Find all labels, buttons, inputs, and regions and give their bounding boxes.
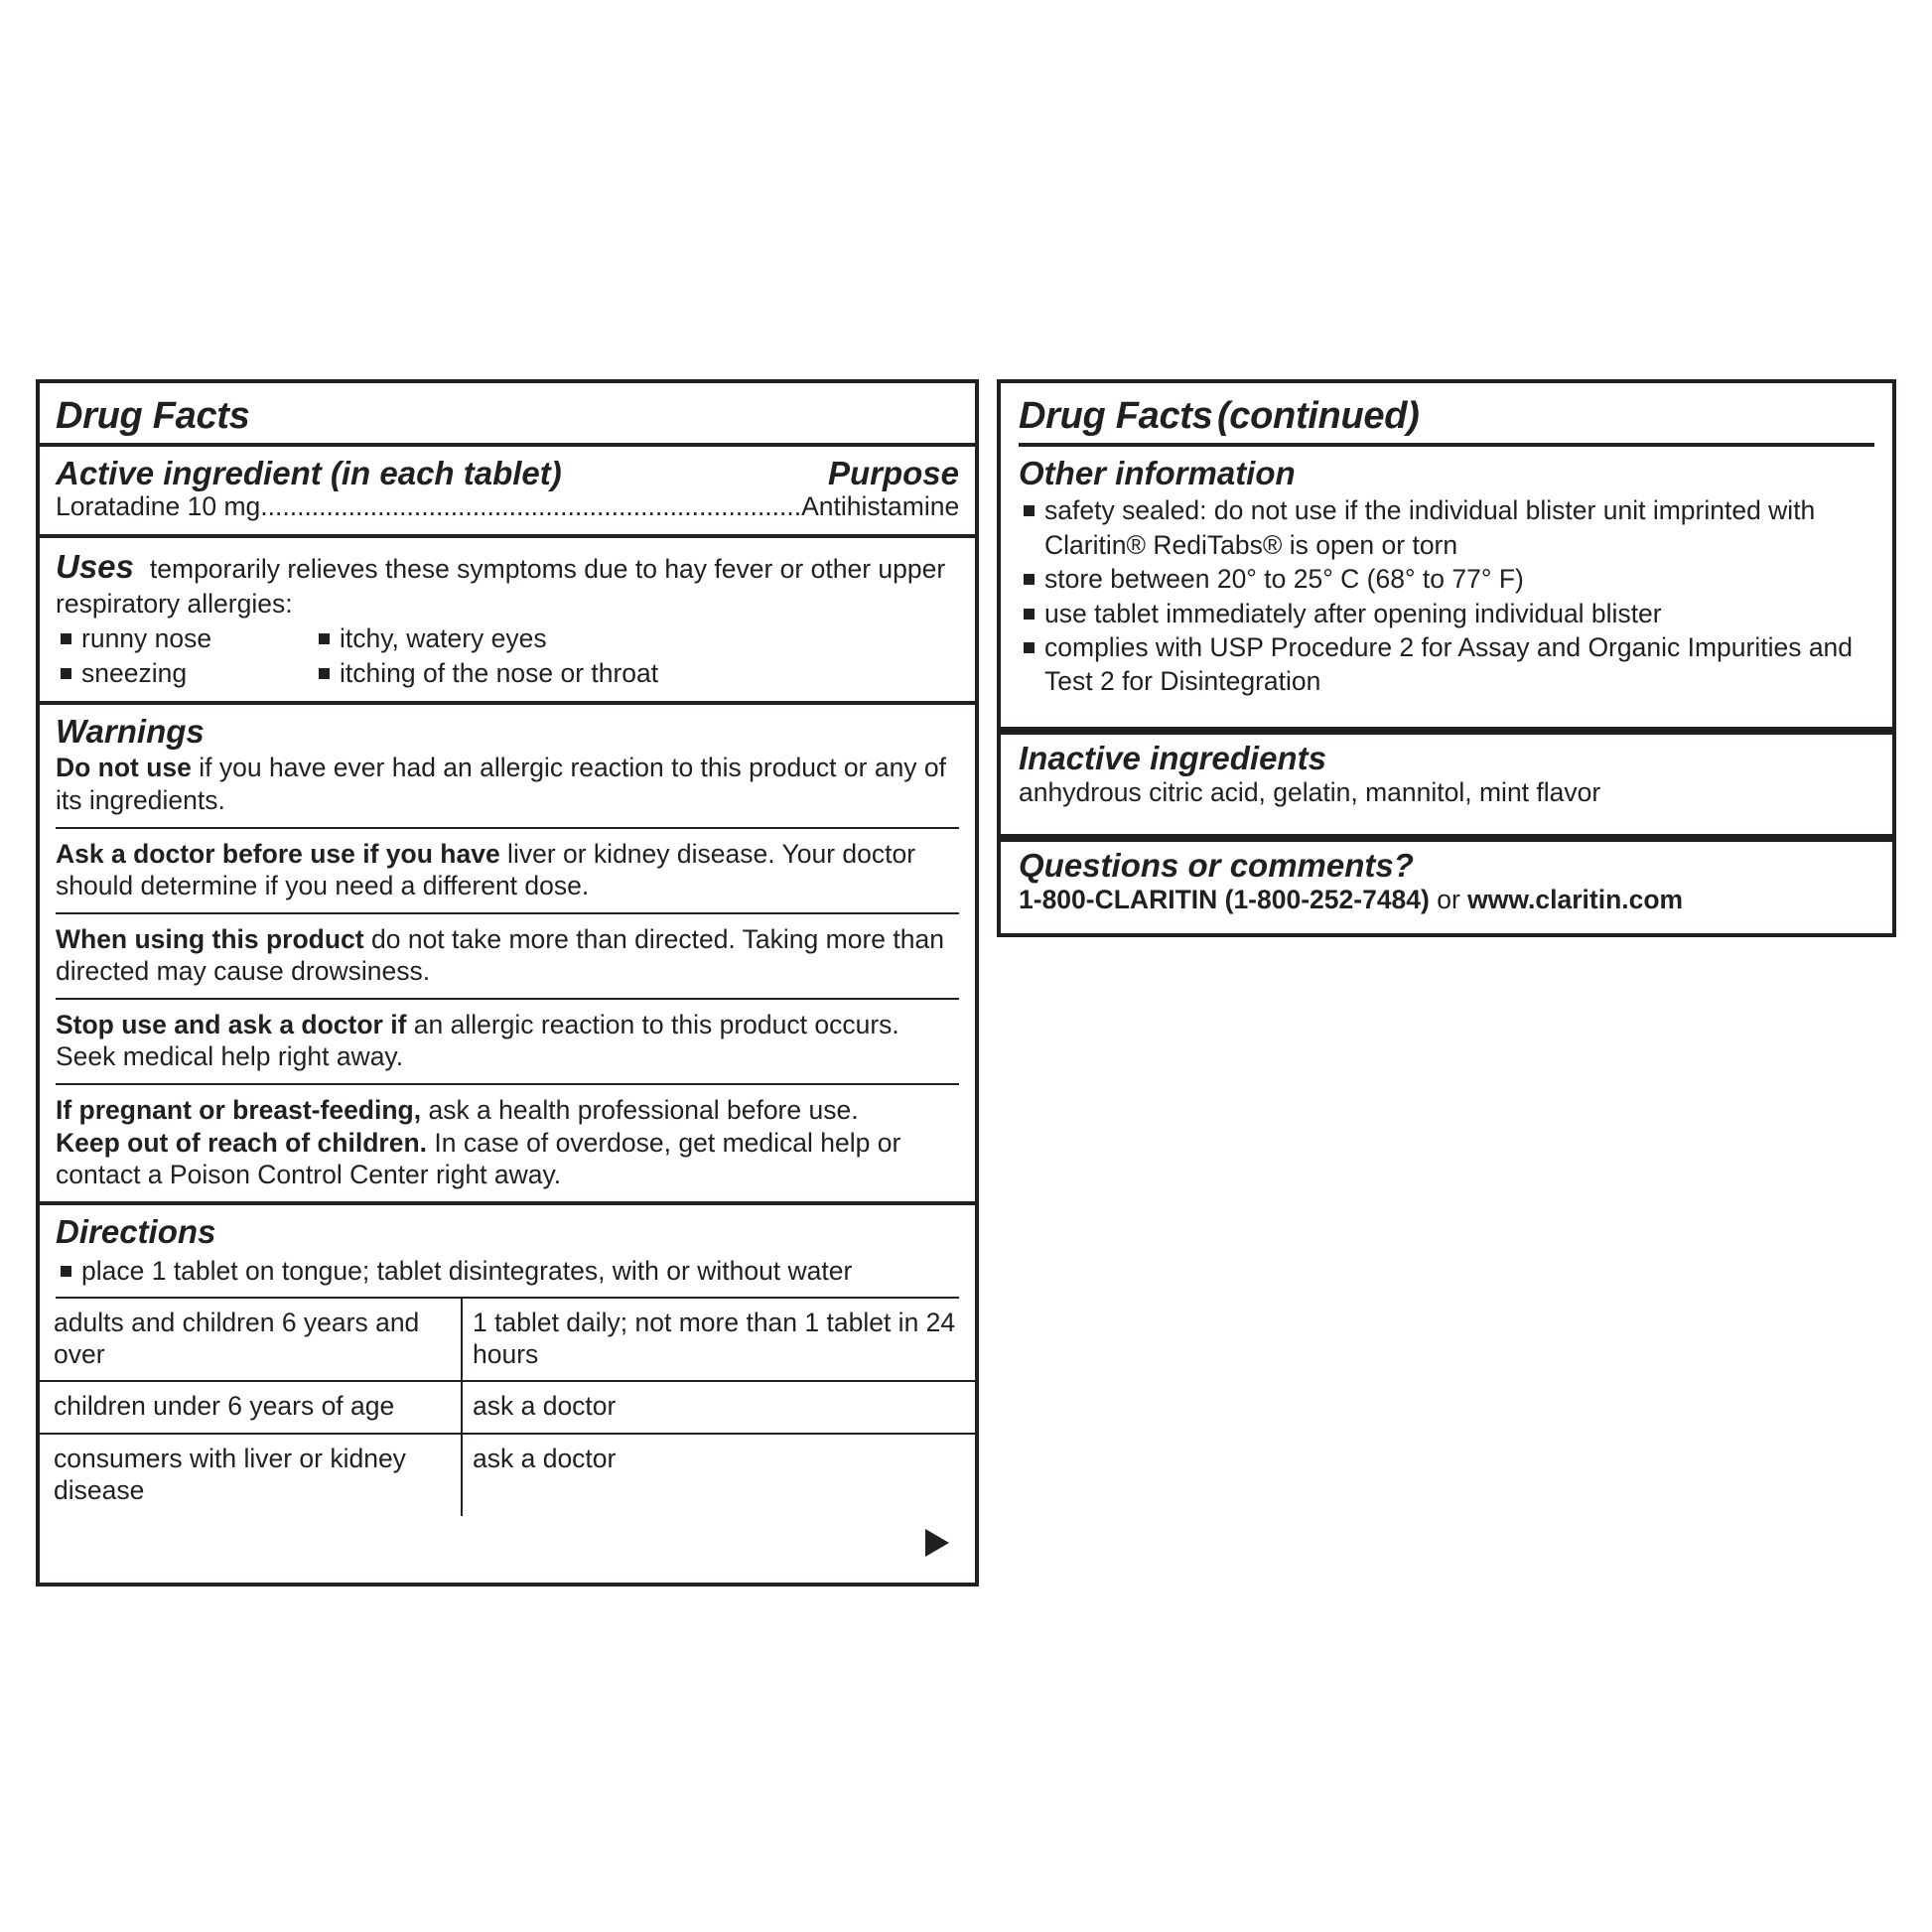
drug-facts-title-text: Drug Facts [56,395,250,437]
table-row [40,1299,975,1382]
dose-who: children under 6 years of age [40,1381,462,1433]
drug-facts-panel-questions [997,838,1896,937]
warning-text: an allergic reaction to this product occurs. Seek medical help right away. [56,1009,899,1072]
warning-do-not-use [40,750,975,826]
warning-stop-use [40,1000,975,1083]
list-item: runny nose [56,621,314,655]
continuation-arrow-icon [925,1529,949,1557]
list-item: itchy, watery eyes [314,621,959,655]
warning-pregnant-children [40,1085,975,1201]
drug-facts-panel-right-other-info [997,379,1896,731]
drug-facts-title [40,383,975,443]
uses-symptom-columns [56,620,959,690]
directions-dose-table [40,1299,975,1517]
warning-children-line [56,1127,959,1191]
list-item: place 1 tablet on tongue; tablet disintegrates, with or without water [56,1254,959,1288]
list-item: sneezing [56,656,314,690]
warnings-heading-wrap [40,705,975,750]
directions-heading-wrap [40,1205,975,1250]
directions-bullet-list [56,1254,959,1288]
warnings-heading: Warnings [56,713,205,751]
warning-label: Ask a doctor before use if you have [56,838,500,869]
questions-phone[interactable]: 1-800-CLARITIN (1-800-252-7484) [1019,885,1430,915]
drug-facts-continued-text: (continued) [1216,395,1420,437]
active-ingredient-section [40,447,975,534]
active-ingredient-name: Loratadine 10 mg [56,491,261,522]
drug-facts-title-text: Drug Facts [1019,395,1213,437]
uses-section [40,538,975,701]
warning-label: Do not use [56,753,192,783]
leader-dots: .......................................................................... [260,491,802,522]
warning-label: Stop use and ask a doctor if [56,1009,407,1039]
questions-contact-line [1019,884,1874,916]
list-item: store between 20° to 25° C (68° to 77° F) [1019,562,1874,596]
uses-symptom-list-1 [56,621,314,690]
warning-when-using [40,914,975,998]
warning-label: If pregnant or breast-feeding, [56,1095,422,1126]
list-item: safety sealed: do not use if the individual blister unit imprinted with Claritin® RediTabs® is open or torn [1019,493,1874,562]
purpose-heading: Purpose [827,454,959,491]
dose-amount: ask a doctor [462,1381,975,1433]
warning-pregnant-line [56,1094,959,1127]
drug-facts-title-continued [1001,383,1892,443]
dose-who: consumers with liver or kidney disease [40,1434,462,1517]
warning-ask-doctor [40,829,975,912]
list-item: use tablet immediately after opening individual blister [1019,597,1874,630]
warning-label: When using this product [56,923,364,954]
inactive-ingredients-heading: Inactive ingredients [1019,740,1326,776]
uses-symptom-list-2 [314,621,959,690]
drug-facts-panel-left [36,379,979,1587]
warning-text: liver or kidney disease. Your doctor should determine if you need a different dose. [56,838,916,901]
table-row [40,1381,975,1433]
warning-text: do not take more than directed. Taking more than directed may cause drowsiness. [56,923,944,987]
questions-website[interactable]: www.claritin.com [1467,885,1684,915]
list-item: itching of the nose or throat [314,656,959,690]
dose-amount: 1 tablet daily; not more than 1 tablet in 24 hours [473,1307,956,1369]
other-information-heading: Other information [1019,454,1296,491]
active-ingredient-heading: Active ingredient (in each tablet) [56,454,562,491]
drug-facts-panel-inactive-ingredients [997,731,1896,838]
dose-amount: ask a doctor [462,1434,975,1517]
uses-heading: Uses [56,547,134,585]
questions-conjunction: or [1429,885,1468,915]
active-ingredient-purpose: Antihistamine [801,491,959,522]
directions-heading: Directions [56,1212,216,1250]
directions-bullet-wrap [40,1250,975,1296]
warning-label: Keep out of reach of children. [56,1127,427,1158]
other-information-section [1001,447,1892,711]
uses-lead-line [56,547,959,620]
uses-lead-text: temporarily relieves these symptoms due to hay fever or other upper respiratory allergies: [56,553,946,619]
inactive-ingredients-text: anhydrous citric acid, gelatin, mannitol, mint flavor [1019,777,1601,808]
warning-text: ask a health professional before use. [421,1095,859,1126]
warning-text: In case of overdose, get medical help or contact a Poison Control Center right away. [56,1127,901,1190]
list-item: complies with USP Procedure 2 for Assay and Organic Impurities and Test 2 for Disintegration [1019,630,1874,699]
other-information-list [1019,493,1874,699]
questions-section [1001,842,1892,928]
warning-text: if you have ever had an allergic reaction to this product or any of its ingredients. [56,753,947,815]
questions-heading: Questions or comments? [1019,847,1414,884]
dose-who: adults and children 6 years and over [40,1299,462,1382]
table-row [40,1434,975,1517]
active-ingredient-line [56,491,959,523]
inactive-ingredients-section [1001,735,1892,821]
